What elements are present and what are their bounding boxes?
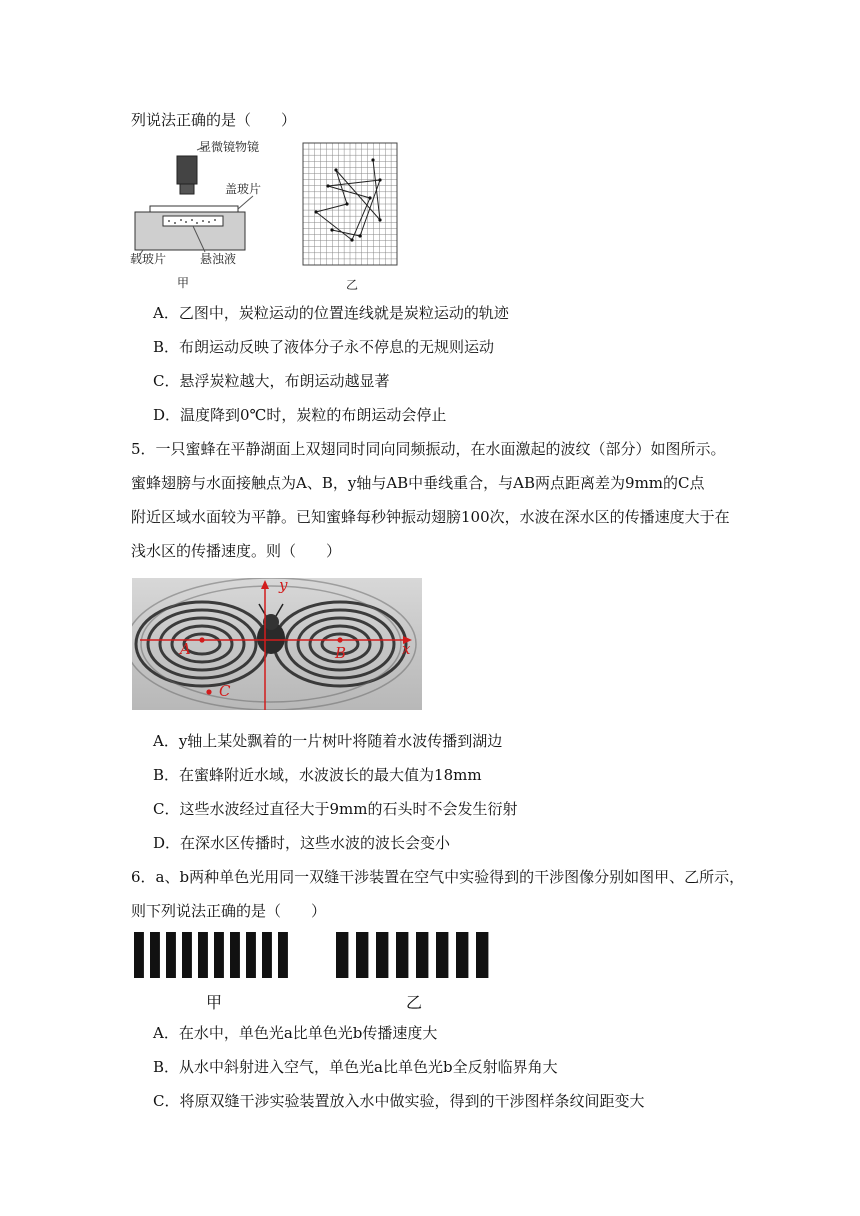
q4-option-a: A．乙图中，炭粒运动的位置连线就是炭粒运动的轨迹 — [153, 304, 509, 322]
fringe-bar-jia — [262, 932, 272, 978]
point-b-label: B — [335, 644, 347, 662]
fringe-bar-jia — [214, 932, 224, 978]
q6-stem-line-1: 6．a、b两种单色光用同一双缝干涉装置在空气中实验得到的干涉图像分别如图甲、乙所示， — [131, 868, 745, 886]
fringe-bar-jia — [278, 932, 288, 978]
fringe-bar-jia — [150, 932, 160, 978]
fringe-patterns — [134, 932, 494, 982]
ripple-photo — [132, 578, 422, 710]
fringe-bar-yi — [356, 932, 368, 978]
fringe-bar-yi — [376, 932, 388, 978]
figure-microscope — [125, 136, 285, 296]
fringes-yi — [336, 932, 488, 978]
brownian-grid — [300, 140, 400, 270]
q5-stem-line-4: 浅水区的传播速度。则（ ） — [131, 542, 342, 560]
q4-option-d: D．温度降到0℃时，炭粒的布朗运动会停止 — [153, 406, 447, 424]
label-slide: 载玻片 — [130, 252, 167, 266]
axis-x-label: x — [402, 640, 411, 658]
caption-fringe-yi: 乙 — [406, 993, 423, 1012]
fringe-bar-jia — [182, 932, 192, 978]
fringes-jia — [134, 932, 288, 978]
fringe-bar-yi — [336, 932, 348, 978]
fringe-bar-yi — [396, 932, 408, 978]
microscope-diagram — [125, 136, 285, 296]
q5-option-d: D．在深水区传播时，这些水波的波长会变小 — [153, 834, 451, 852]
fringe-bar-yi — [436, 932, 448, 978]
q5-stem-line-3: 附近区域水面较为平静。已知蜜蜂每秒钟振动翅膀100次，水波在深水区的传播速度大于在 — [131, 508, 730, 526]
point-c-label: C — [219, 682, 231, 700]
q6-option-c: C．将原双缝干涉实验装置放入水中做实验，得到的干涉图样条纹间距变大 — [153, 1092, 645, 1110]
q5-stem-line-2: 蜜蜂翅膀与水面接触点为A、B，y轴与AB中垂线重合，与AB两点距离差为9mm的C点 — [131, 474, 705, 492]
q5-option-b: B．在蜜蜂附近水域，水波波长的最大值为18mm — [153, 766, 482, 784]
q4-option-b: B．布朗运动反映了液体分子永不停息的无规则运动 — [153, 338, 495, 356]
caption-yi: 乙 — [346, 278, 359, 292]
figure-brownian-grid — [300, 140, 400, 295]
label-suspension: 悬浊液 — [200, 252, 237, 266]
fringe-bar-jia — [134, 932, 144, 978]
fringe-bar-jia — [230, 932, 240, 978]
q5-option-c: C．这些水波经过直径大于9mm的石头时不会发生衍射 — [153, 800, 518, 818]
fringe-bar-yi — [416, 932, 428, 978]
q6-option-a: A．在水中，单色光a比单色光b传播速度大 — [153, 1024, 438, 1042]
caption-jia: 甲 — [177, 276, 190, 290]
label-objective: 显微镜物镜 — [199, 140, 260, 154]
q5-option-a: A．y轴上某处飘着的一片树叶将随着水波传播到湖边 — [153, 732, 503, 750]
figure-bee-ripples — [132, 578, 422, 710]
figure-interference — [134, 932, 494, 1016]
fringe-bar-yi — [456, 932, 468, 978]
q6-stem-line-2: 则下列说法正确的是（ ） — [131, 902, 327, 920]
fringe-bar-yi — [476, 932, 488, 978]
fringe-bar-jia — [246, 932, 256, 978]
fringe-bar-jia — [166, 932, 176, 978]
point-a-label: A — [180, 640, 191, 658]
q4-stem-tail: 列说法正确的是（ ） — [131, 111, 297, 129]
label-cover-glass: 盖玻片 — [225, 182, 262, 196]
q5-stem-line-1: 5．一只蜜蜂在平静湖面上双翅同时同向同频振动，在水面激起的波纹（部分）如图所示。 — [131, 440, 726, 458]
fringe-bar-jia — [198, 932, 208, 978]
caption-fringe-jia: 甲 — [206, 993, 223, 1012]
q6-option-b: B．从水中斜射进入空气，单色光a比单色光b全反射临界角大 — [153, 1058, 558, 1076]
axis-y-label: y — [279, 576, 288, 594]
q4-option-c: C．悬浮炭粒越大，布朗运动越显著 — [153, 372, 390, 390]
